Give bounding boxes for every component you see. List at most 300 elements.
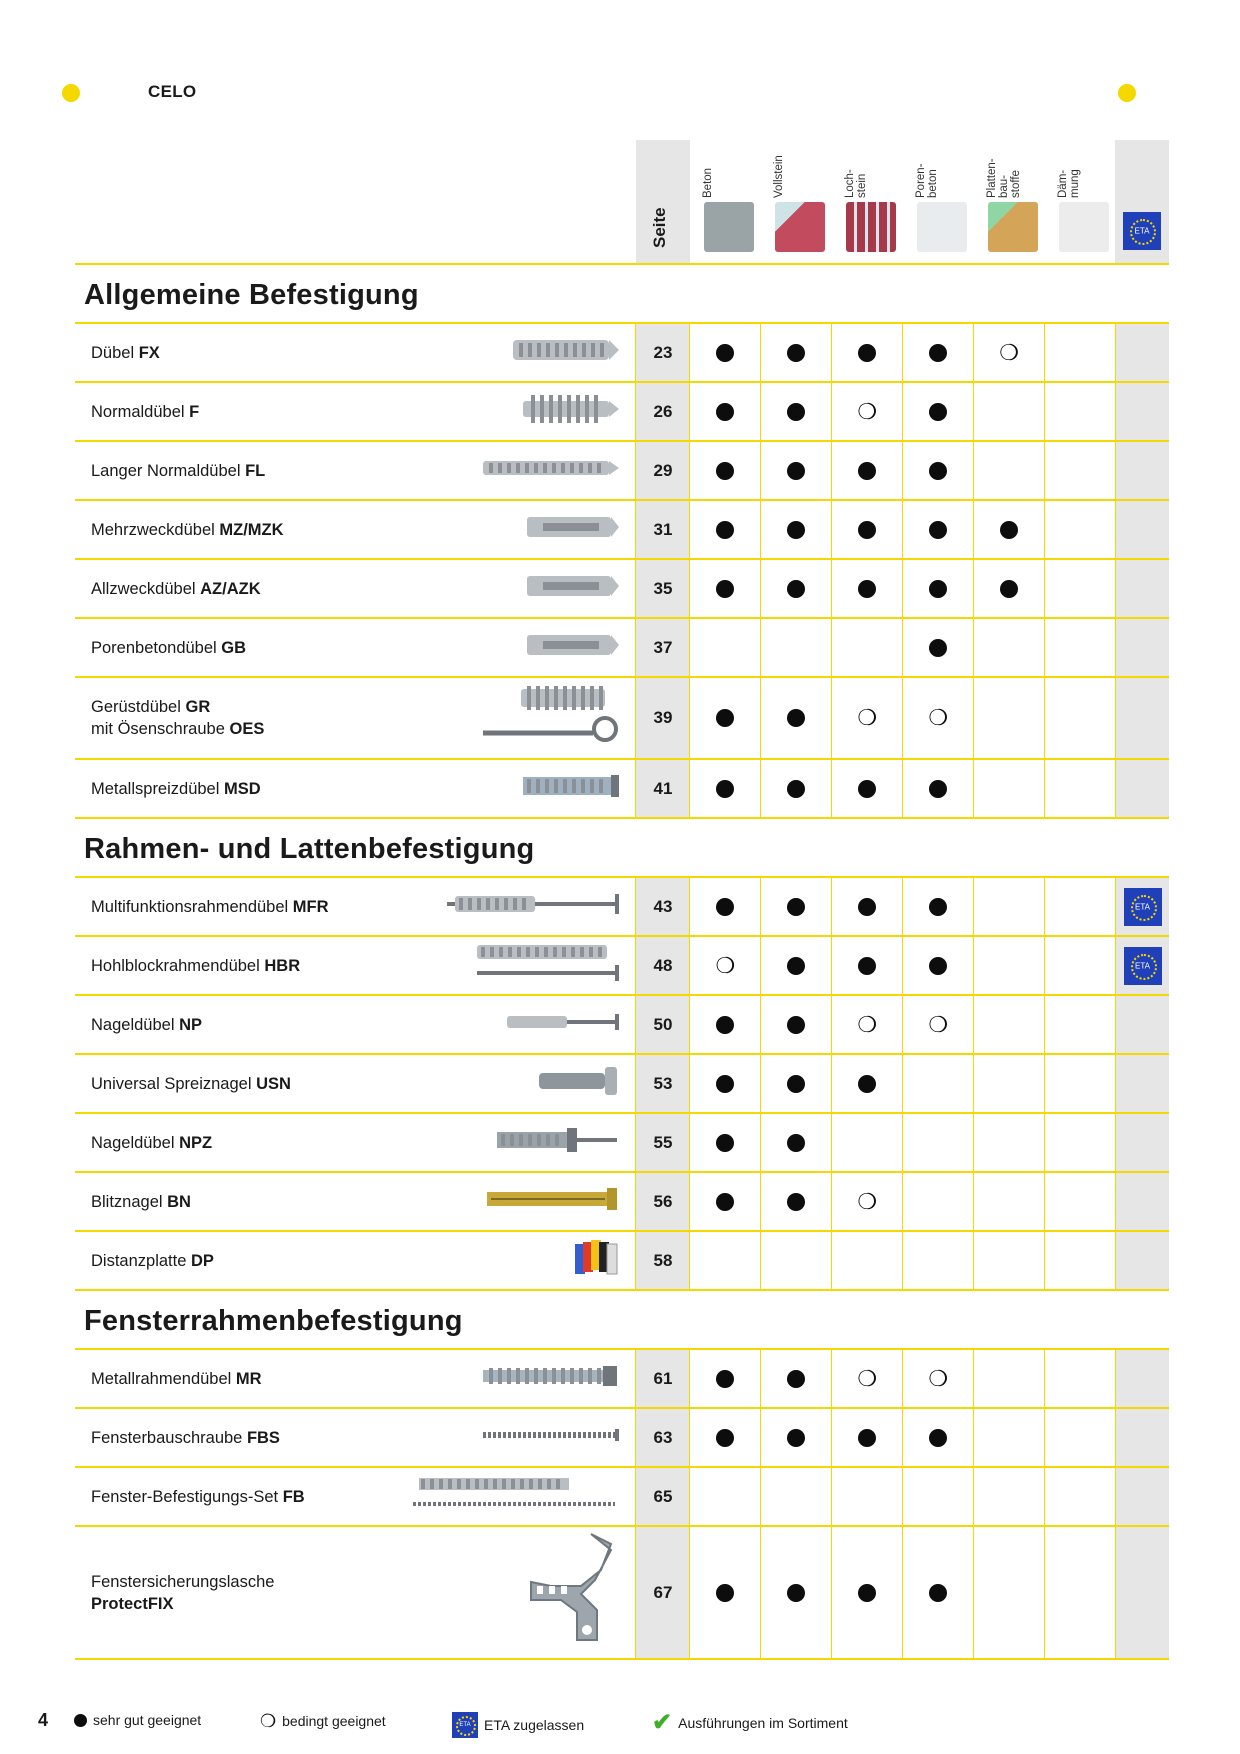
rating-cell (760, 1527, 831, 1658)
full-dot-icon (1000, 580, 1018, 598)
brand-label: CELO (148, 82, 197, 101)
eta-cell (1115, 501, 1169, 558)
matrix-header (75, 140, 1169, 265)
rating-cell (973, 383, 1044, 440)
legend-footer (38, 1708, 1168, 1736)
half-circle-icon: ❍ (999, 339, 1020, 365)
product-image (521, 768, 621, 810)
table-row (75, 996, 1169, 1055)
rating-cell (973, 501, 1044, 558)
product-name-line: Nageldübel NPZ (91, 1133, 213, 1152)
rating-cell (973, 878, 1044, 935)
product-name-cell (75, 878, 635, 935)
rating-cell (831, 996, 902, 1053)
rating-cell (1044, 560, 1115, 617)
rating-cell (831, 383, 902, 440)
table-row (75, 1114, 1169, 1173)
full-dot-icon (787, 462, 805, 480)
full-dot-icon (858, 521, 876, 539)
rating-cell (973, 1468, 1044, 1525)
full-dot-icon (858, 580, 876, 598)
rating-cell (831, 1114, 902, 1171)
full-dot-icon (716, 403, 734, 421)
rating-cell (1044, 324, 1115, 381)
product-name-line: Mehrzweckdübel MZ/MZK (91, 520, 284, 539)
product-name-line: Multifunktionsrahmendübel MFR (91, 897, 329, 916)
rating-cell (760, 878, 831, 935)
eta-cell (1115, 760, 1169, 817)
rating-cell (760, 1173, 831, 1230)
rating-cell (831, 324, 902, 381)
suitability-matrix (75, 140, 1169, 1660)
rating-cell (689, 324, 760, 381)
product-name-line: Metallspreizdübel MSD (91, 779, 261, 798)
rating-cell (1044, 619, 1115, 676)
table-row (75, 1055, 1169, 1114)
legend-check: ✔ Ausführungen im Sortiment (652, 1709, 848, 1736)
material-swatch (704, 202, 754, 252)
product-name-line: Porenbetondübel GB (91, 638, 247, 657)
page-ref-cell: 35 (635, 560, 689, 617)
eta-cell (1115, 1114, 1169, 1171)
full-dot-icon (716, 344, 734, 362)
table-row (75, 324, 1169, 383)
rating-cell (760, 383, 831, 440)
full-dot-icon (716, 709, 734, 727)
check-icon: ✔ (652, 1709, 673, 1736)
rating-cell (1044, 1468, 1115, 1525)
full-dot-icon (929, 1429, 947, 1447)
product-image (511, 332, 621, 374)
rating-cell (1044, 1055, 1115, 1112)
rating-cell (1044, 1114, 1115, 1171)
product-name-line: Normaldübel F (91, 402, 200, 421)
full-dot-icon (787, 1016, 805, 1034)
rating-cell (831, 1527, 902, 1658)
product-name-cell (75, 501, 635, 558)
half-circle-icon: ❍ (857, 1188, 878, 1214)
product-name-cell (75, 937, 635, 994)
eta-cell (1115, 1055, 1169, 1112)
page-ref-cell: 63 (635, 1409, 689, 1466)
product-image (525, 509, 621, 551)
rating-cell (902, 878, 973, 935)
half-circle-icon: ❍ (857, 1011, 878, 1037)
full-dot-icon (858, 898, 876, 916)
rating-cell (973, 996, 1044, 1053)
rating-cell (1044, 937, 1115, 994)
rating-cell (902, 1114, 973, 1171)
product-name-line: Metallrahmendübel MR (91, 1369, 262, 1388)
product-name-cell (75, 619, 635, 676)
section-rows (75, 878, 1169, 1291)
product-name-line: Hohlblockrahmendübel HBR (91, 956, 301, 975)
rating-cell (831, 1468, 902, 1525)
product-image (485, 1181, 621, 1223)
rating-cell (760, 760, 831, 817)
product-image (475, 941, 621, 991)
page-ref-cell: 56 (635, 1173, 689, 1230)
product-image (495, 1122, 621, 1164)
full-dot-icon (716, 1429, 734, 1447)
full-dot-icon (716, 898, 734, 916)
page-ref-cell: 43 (635, 878, 689, 935)
eta-flag-icon: ETA (1124, 947, 1162, 985)
product-name-cell (75, 560, 635, 617)
full-dot-icon (858, 462, 876, 480)
table-row (75, 442, 1169, 501)
rating-cell (973, 442, 1044, 499)
rating-cell (902, 619, 973, 676)
full-dot-icon (929, 462, 947, 480)
full-dot-icon (716, 1370, 734, 1388)
rating-cell (760, 1055, 831, 1112)
full-dot-icon (858, 344, 876, 362)
half-circle-icon: ❍ (857, 398, 878, 424)
rating-cell (902, 996, 973, 1053)
rating-cell (973, 937, 1044, 994)
eta-column-header (1115, 140, 1169, 263)
eta-cell (1115, 996, 1169, 1053)
rating-cell (760, 501, 831, 558)
table-row (75, 1232, 1169, 1291)
eta-cell (1115, 383, 1169, 440)
section-title: Allgemeine Befestigung (75, 265, 1169, 324)
product-name-cell (75, 1350, 635, 1407)
rating-cell (760, 560, 831, 617)
rating-cell (689, 1527, 760, 1658)
table-row (75, 560, 1169, 619)
rating-cell (1044, 878, 1115, 935)
material-swatch (1059, 202, 1109, 252)
rating-cell (831, 442, 902, 499)
half-circle-icon: ❍ (928, 1011, 949, 1037)
table-row (75, 1173, 1169, 1232)
rating-cell (973, 619, 1044, 676)
eta-cell (1115, 442, 1169, 499)
rating-cell (1044, 1527, 1115, 1658)
material-header-0 (696, 140, 762, 263)
rating-cell (831, 1232, 902, 1289)
eta-cell (1115, 678, 1169, 758)
product-name-line-2: mit Ösenschraube OES (91, 720, 265, 738)
table-row (75, 501, 1169, 560)
yellow-dot-left (62, 84, 80, 102)
material-label: Platten- bau- stoffe (986, 158, 1022, 198)
full-dot-icon (929, 780, 947, 798)
rating-cell (831, 937, 902, 994)
table-row (75, 878, 1169, 937)
full-dot-icon (858, 1429, 876, 1447)
product-image (505, 1004, 621, 1046)
page-ref-cell: 61 (635, 1350, 689, 1407)
rating-cell (973, 1350, 1044, 1407)
full-dot-icon (787, 1075, 805, 1093)
product-name-cell (75, 1114, 635, 1171)
rating-cell (1044, 501, 1115, 558)
rating-cell (689, 442, 760, 499)
rating-cell (760, 1232, 831, 1289)
rating-cell (973, 1173, 1044, 1230)
material-swatch (917, 202, 967, 252)
product-name-cell (75, 383, 635, 440)
full-dot-icon (929, 521, 947, 539)
eta-cell (1115, 1173, 1169, 1230)
full-dot-icon (716, 1075, 734, 1093)
table-row (75, 383, 1169, 442)
full-dot-icon (787, 344, 805, 362)
page-ref-cell: 55 (635, 1114, 689, 1171)
rating-cell (902, 560, 973, 617)
material-swatch (846, 202, 896, 252)
rating-cell (831, 560, 902, 617)
seite-label: Seite (650, 207, 669, 248)
rating-cell (902, 442, 973, 499)
product-name-line: Dübel FX (91, 343, 160, 362)
eta-cell (1115, 324, 1169, 381)
material-label: Loch- stein (844, 169, 868, 198)
page-ref-cell: 65 (635, 1468, 689, 1525)
rating-cell (902, 1409, 973, 1466)
table-row (75, 619, 1169, 678)
full-dot-icon (787, 580, 805, 598)
rating-cell (689, 878, 760, 935)
full-dot-icon (858, 1584, 876, 1602)
page-ref-cell: 50 (635, 996, 689, 1053)
product-name-cell (75, 324, 635, 381)
full-dot-icon (716, 1193, 734, 1211)
rating-cell (902, 1055, 973, 1112)
rating-cell (831, 760, 902, 817)
product-image (521, 391, 621, 433)
table-row (75, 1409, 1169, 1468)
full-dot-icon (716, 1584, 734, 1602)
product-name-line: Allzweckdübel AZ/AZK (91, 579, 261, 598)
rating-cell (973, 1114, 1044, 1171)
product-image (481, 1358, 621, 1400)
page-ref-cell: 23 (635, 324, 689, 381)
section-title: Rahmen- und Lattenbefestigung (75, 819, 1169, 878)
table-row (75, 1468, 1169, 1527)
full-dot-icon (929, 403, 947, 421)
product-name-cell (75, 1055, 635, 1112)
full-dot-icon (716, 1016, 734, 1034)
rating-cell (1044, 1350, 1115, 1407)
rating-cell (973, 1055, 1044, 1112)
page-ref-cell: 31 (635, 501, 689, 558)
full-dot-icon (787, 780, 805, 798)
rating-cell (760, 678, 831, 758)
product-name-cell (75, 678, 635, 758)
full-dot-icon (787, 403, 805, 421)
legend-half: ❍ bedingt geeignet (260, 1711, 386, 1731)
product-name-cell (75, 760, 635, 817)
product-image (537, 1063, 621, 1105)
rating-cell (831, 1055, 902, 1112)
full-dot-icon (716, 462, 734, 480)
rating-cell (902, 324, 973, 381)
product-image (525, 568, 621, 610)
product-name-cell (75, 442, 635, 499)
legend-eta: ETA ETA zugelassen (452, 1712, 584, 1738)
half-circle-icon: ❍ (260, 1711, 277, 1731)
material-header-3 (909, 140, 975, 263)
table-row (75, 937, 1169, 996)
rating-cell (902, 678, 973, 758)
full-dot-icon (787, 1193, 805, 1211)
rating-cell (973, 324, 1044, 381)
rating-cell (831, 878, 902, 935)
eta-cell (1115, 878, 1169, 935)
material-label: Beton (702, 167, 714, 198)
rating-cell (831, 1350, 902, 1407)
rating-cell (831, 1173, 902, 1230)
rating-cell (902, 501, 973, 558)
product-image (481, 450, 621, 492)
half-circle-icon: ❍ (857, 705, 878, 730)
eta-cell (1115, 1232, 1169, 1289)
material-header-5 (1051, 140, 1117, 263)
page-ref-cell: 39 (635, 678, 689, 758)
product-name-cell (75, 996, 635, 1053)
rating-cell (831, 1409, 902, 1466)
rating-cell (760, 996, 831, 1053)
product-name-cell (75, 1527, 635, 1658)
eta-cell (1115, 937, 1169, 994)
product-name-line: Distanzplatte DP (91, 1251, 214, 1270)
full-dot-icon (787, 957, 805, 975)
rating-cell (689, 560, 760, 617)
page-ref-cell: 58 (635, 1232, 689, 1289)
product-name-line: Blitznagel BN (91, 1192, 191, 1211)
product-name-cell (75, 1232, 635, 1289)
product-name-line: Langer Normaldübel FL (91, 461, 266, 480)
rating-cell (1044, 1409, 1115, 1466)
rating-cell (689, 1350, 760, 1407)
table-row (75, 678, 1169, 760)
material-swatch (775, 202, 825, 252)
full-dot-icon (716, 521, 734, 539)
rating-cell (760, 1350, 831, 1407)
rating-cell (1044, 996, 1115, 1053)
rating-cell (760, 442, 831, 499)
rating-cell (760, 1114, 831, 1171)
full-dot-icon (929, 639, 947, 657)
rating-cell (689, 1468, 760, 1525)
product-name-cell (75, 1409, 635, 1466)
product-name-cell (75, 1468, 635, 1525)
full-dot-icon (787, 1134, 805, 1152)
rating-cell (689, 1114, 760, 1171)
section-title: Fensterrahmenbefestigung (75, 1291, 1169, 1350)
yellow-dot-right (1118, 84, 1136, 102)
material-label: Poren- beton (915, 163, 939, 198)
full-dot-icon (929, 898, 947, 916)
page-ref-cell: 26 (635, 383, 689, 440)
page-number: 4 (38, 1710, 49, 1730)
rating-cell (1044, 1173, 1115, 1230)
full-dot-icon (74, 1714, 87, 1727)
rating-cell (902, 760, 973, 817)
rating-cell (689, 996, 760, 1053)
eta-cell (1115, 619, 1169, 676)
half-circle-icon: ❍ (928, 705, 949, 730)
full-dot-icon (929, 344, 947, 362)
full-dot-icon (1000, 521, 1018, 539)
rating-cell (1044, 383, 1115, 440)
half-circle-icon: ❍ (857, 1365, 878, 1391)
full-dot-icon (929, 580, 947, 598)
section-rows (75, 1350, 1169, 1660)
rating-cell (973, 760, 1044, 817)
eta-header-icon: ETA (1123, 212, 1161, 255)
material-header-4 (980, 140, 1046, 263)
full-dot-icon (716, 580, 734, 598)
rating-cell (689, 937, 760, 994)
section-rows (75, 324, 1169, 819)
rating-cell (689, 1173, 760, 1230)
product-image (525, 627, 621, 669)
rating-cell (973, 678, 1044, 758)
product-name-line: Fensterbauschraube FBS (91, 1428, 280, 1447)
rating-cell (1044, 760, 1115, 817)
rating-cell (689, 383, 760, 440)
rating-cell (973, 1527, 1044, 1658)
full-dot-icon (787, 521, 805, 539)
full-dot-icon (787, 1429, 805, 1447)
eta-cell (1115, 1527, 1169, 1658)
rating-cell (831, 678, 902, 758)
product-image (445, 886, 621, 928)
product-image (481, 1417, 621, 1459)
full-dot-icon (787, 898, 805, 916)
table-row (75, 1350, 1169, 1409)
product-image (573, 1238, 621, 1284)
rating-cell (902, 1173, 973, 1230)
rating-cell (760, 619, 831, 676)
material-label: Däm- mung (1057, 169, 1081, 198)
material-header-1 (767, 140, 833, 263)
rating-cell (689, 501, 760, 558)
material-header-2 (838, 140, 904, 263)
table-row (75, 1527, 1169, 1660)
half-circle-icon: ❍ (928, 1365, 949, 1391)
eta-cell (1115, 1468, 1169, 1525)
rating-cell (760, 1468, 831, 1525)
legend-full: sehr gut geeignet (74, 1712, 201, 1728)
rating-cell (902, 1350, 973, 1407)
table-row (75, 760, 1169, 819)
product-name-line: Gerüstdübel GR (91, 698, 211, 716)
rating-cell (831, 501, 902, 558)
full-dot-icon (716, 1134, 734, 1152)
full-dot-icon (787, 709, 805, 727)
full-dot-icon (716, 780, 734, 798)
eta-flag-icon: ETA (1124, 888, 1162, 926)
rating-cell (902, 937, 973, 994)
rating-cell (689, 1409, 760, 1466)
page-ref-cell: 41 (635, 760, 689, 817)
rating-cell (689, 760, 760, 817)
rating-cell (902, 1527, 973, 1658)
full-dot-icon (858, 957, 876, 975)
rating-cell (760, 324, 831, 381)
product-name-line: Universal Spreiznagel USN (91, 1074, 291, 1093)
rating-cell (902, 383, 973, 440)
rating-cell (689, 619, 760, 676)
product-name-line-2: ProtectFIX (91, 1594, 174, 1613)
full-dot-icon (858, 1075, 876, 1093)
